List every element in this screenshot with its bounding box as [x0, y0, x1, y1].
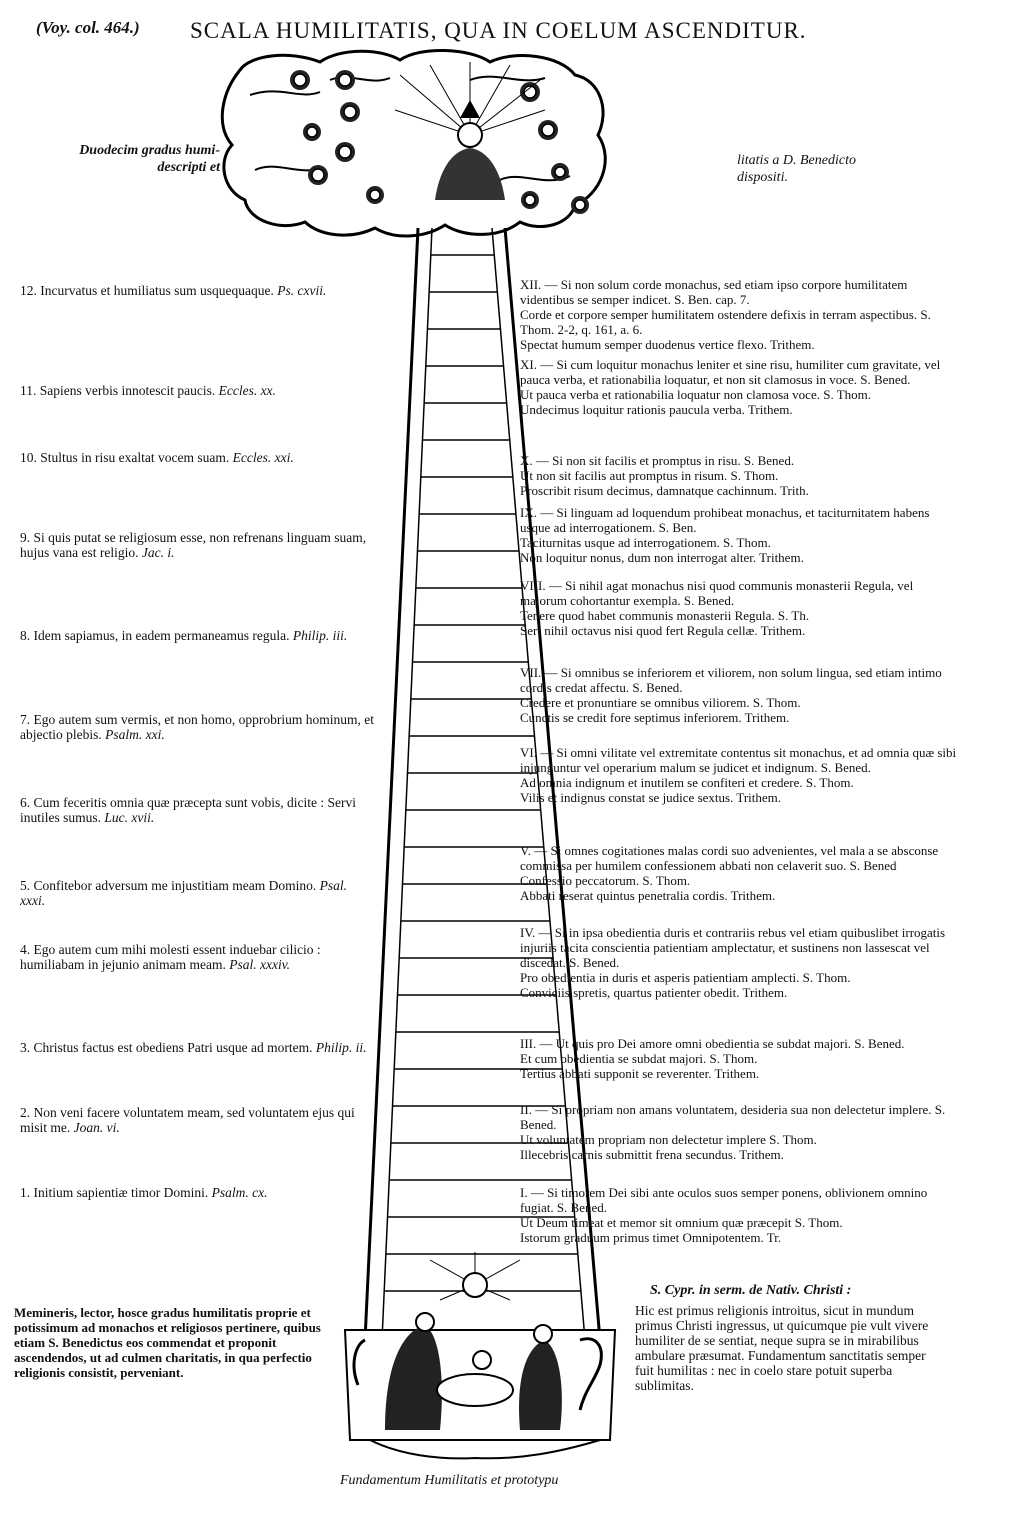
step-11 [20, 383, 375, 398]
step-text: 4. Ego autem cum mihi molesti essent induebar cilicio : humiliabam in jejunio animam meam. [20, 942, 321, 972]
step-10 [20, 450, 375, 465]
cyprian-heading: S. Cypr. in serm. de Nativ. Christi : [650, 1283, 852, 1298]
intro-left: Duodecim gradus humi- descripti et [79, 143, 220, 175]
step-reference: Jac. i. [141, 545, 175, 560]
step-reference: Luc. xvii. [104, 810, 155, 825]
step-reference: Psalm. xxi. [105, 727, 165, 742]
step-text: 8. Idem sapiamus, in eadem permaneamus regula. [20, 628, 290, 643]
bottom-caption: Fundamentum Humilitatis et prototypu [340, 1473, 559, 1488]
cyprian-quote: Hic est primus religionis introitus, sicut in mundum primus Christi ingressus, ut quicumque pie vult vivere humiliter de se sentiat, neque supra se in mirabilibus ambulare præsumat. Fundamentum sanctitatis semper fuit humilitas : nec in coelo stare potuit superba sublimitas. [635, 1303, 929, 1393]
step-6 [20, 795, 375, 825]
commentary-4: IV. — Si in ipsa obedientia duris et contrariis rebus vel etiam quibuslibet irrogatis injuriis tacita conscientia patientiam amplectatur, et sustinens non lassescat vel discedat. S. Bened. Pro obedientia in duris et asperis patientiam amplecti. S. Thom. Conviciis spretis, quartus patienter obedit. Trithem. [520, 925, 946, 1000]
commentary-1: I. — Si timorem Dei sibi ante oculos suos semper ponens, oblivionem omnino fugiat. S. Bened. Ut Deum timeat et memor sit omnium quæ præcepit S. Thom. Istorum graduum primus timet Omnipotentem. Tr. [520, 1185, 928, 1245]
step-reference: Philip. iii. [292, 628, 348, 643]
step-8 [20, 628, 375, 643]
step-2 [20, 1105, 375, 1135]
step-12 [20, 283, 375, 298]
step-reference: Eccles. xx. [218, 383, 276, 398]
step-9 [20, 530, 375, 560]
commentary-9: IX. — Si linguam ad loquendum prohibeat monachus, et taciturnitatem habens usque ad interrogationem. S. Ben. Taciturnitas usque ad interrogationem. S. Thom. Non loquitur nonus, dum non interrogat alter. Trithem. [520, 505, 930, 565]
step-3 [20, 1040, 375, 1055]
step-5 [20, 878, 375, 908]
step-reference: Psal. xxxi. [20, 878, 347, 908]
page-title: SCALA HUMILITATIS, QUA IN COELUM ASCENDITUR. [190, 18, 807, 43]
step-text: 2. Non veni facere voluntatem meam, sed voluntatem ejus qui misit me. [20, 1105, 355, 1135]
step-reference: Philip. ii. [315, 1040, 367, 1055]
step-text: 12. Incurvatus et humiliatus sum usquequaque. [20, 283, 274, 298]
commentary-6: VI. — Si omni vilitate vel extremitate contentus sit monachus, et ad omnia quæ sibi injunguntur vel operarium malum se judicet et indignum. S. Bened. Ad omnia indignum et inutilem se confiteri et credere. S. Thom. Vilis et indignus constat se judice sextus. Trithem. [520, 745, 957, 805]
step-7 [20, 712, 375, 742]
step-reference: Psal. xxxiv. [229, 957, 291, 972]
step-text: 6. Cum feceritis omnia quæ præcepta sunt vobis, dicite : Servi inutiles sumus. [20, 795, 356, 825]
commentary-8: VIII. — Si nihil agat monachus nisi quod communis monasterii Regula, vel majorum cohortantur exempla. S. Bened. Tenere quod habet communis monasterii Regula. S. Th. Sert nihil octavus nisi quod fert Regula cellæ. Trithem. [520, 578, 914, 638]
intro-right: litatis a D. Benedicto dispositi. [737, 153, 856, 185]
commentary-11: XI. — Si cum loquitur monachus leniter et sine risu, humiliter cum gravitate, vel pauca verba, et rationabilia loquatur, et non sit clamosus in voce. S. Bened. Ut pauca verba et rationabilia loquatur non clamosa voce. S. Thom. Undecimus loquitur rationis paucula verba. Trithem. [520, 357, 941, 417]
step-text: 7. Ego autem sum vermis, et non homo, opprobrium hominum, et abjectio plebis. [20, 712, 374, 742]
step-reference: Ps. cxvii. [277, 283, 327, 298]
memineris-note: Memineris, lector, hosce gradus humilitatis proprie et potissimum ad monachos et religiosos pertinere, quibus etiam S. Benedictus eos commendat et proponit ascendendos, ut ad culmen charitatis, in qua perfectio religionis consistit, perveniant. [14, 1305, 321, 1380]
column-reference: (Voy. col. 464.) [36, 18, 140, 37]
heaven-cloud-art [222, 50, 605, 236]
commentary-10: X. — Si non sit facilis et promptus in risu. S. Bened. Ut non sit facilis aut promptus in risum. S. Thom. Proscribit risum decimus, damnatque cachinnum. Trith. [520, 453, 809, 498]
step-4 [20, 942, 375, 972]
step-text: 3. Christus factus est obediens Patri usque ad mortem. [20, 1040, 313, 1055]
step-text: 11. Sapiens verbis innotescit paucis. [20, 383, 216, 398]
step-reference: Psalm. cx. [211, 1185, 268, 1200]
commentary-5: V. — Si omnes cogitationes malas cordi suo advenientes, vel mala a se absconse commissa per humilem confessionem abbati non celaverit suo. S. Bened Confessio peccatorum. S. Thom. Abbati reserat quintus penetralia cordis. Trithem. [520, 843, 939, 903]
commentary-2: II. — Si propriam non amans voluntatem, desideria sua non delectetur implere. S. Bened. Ut voluntatem propriam non delectetur implere S. Thom. Illecebris carnis submittit frena secundus. Trithem. [520, 1102, 946, 1162]
commentary-7: VII. — Si omnibus se inferiorem et viliorem, non solum lingua, sed etiam intimo cordis credat affectu. S. Bened. Credere et pronuntiare se omnibus viliorem. S. Thom. Cunctis se credit fore septimus inferiorem. Trithem. [520, 665, 942, 725]
step-reference: Eccles. xxi. [232, 450, 294, 465]
step-text: 1. Initium sapientiæ timor Domini. [20, 1185, 209, 1200]
step-1 [20, 1185, 375, 1200]
step-text: 10. Stultus in risu exaltat vocem suam. [20, 450, 230, 465]
nativity-scene-art [345, 1252, 615, 1458]
step-reference: Joan. vi. [73, 1120, 120, 1135]
step-text: 5. Confitebor adversum me injustitiam meam Domino. [20, 878, 317, 893]
step-text: 9. Si quis putat se religiosum esse, non refrenans linguam suam, hujus vana est religio. [20, 530, 367, 560]
commentary-12: XII. — Si non solum corde monachus, sed etiam ipso corpore humilitatem videntibus se semper indicet. S. Ben. cap. 7. Corde et corpore semper humilitatem ostendere defixis in terram aspectibus. S. Thom. 2-2, q. 161, a. 6. Spectat humum semper duodenus vertice flexo. Trithem. [520, 277, 931, 352]
commentary-3: III. — Ut quis pro Dei amore omni obedientia se subdat majori. S. Bened. Et cum obedientia se subdat majori. S. Thom. Tertius abbati supponit se reverenter. Trithem. [520, 1036, 905, 1081]
